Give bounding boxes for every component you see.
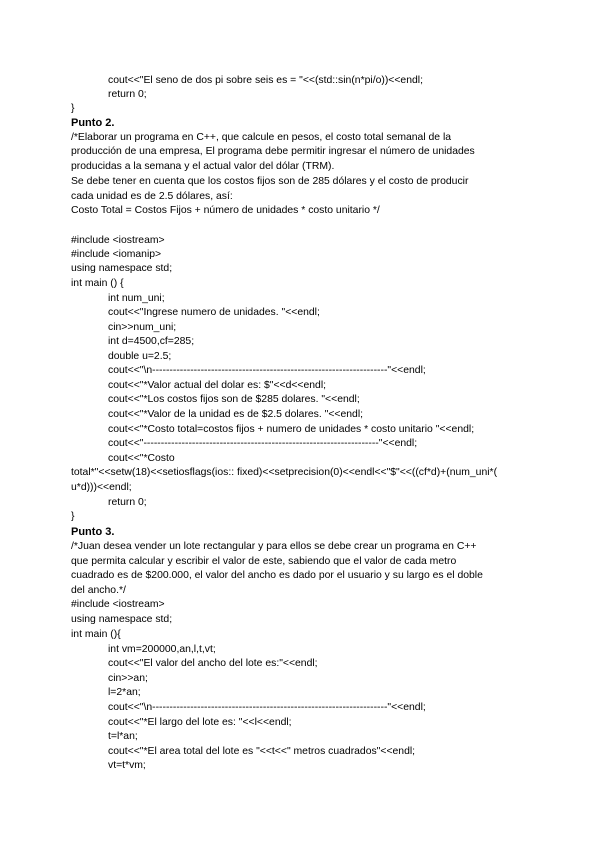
code-line: cout<<"*El largo del lote es: "<<l<<endl; [108,717,292,728]
code-line: using namespace std; [71,614,173,625]
code-line: u*d)))<<endl; [71,482,132,493]
code-line: cout<<"*Valor actual del dolar es: $"<<d<<endl; [108,380,327,391]
code-line: cout<<"El valor del ancho del lote es:"<<endl; [108,658,318,669]
code-line: t=l*an; [108,731,138,742]
code-line: cout<<"\n--------------------------------------------------------------------"<<endl; [108,702,426,713]
code-line: cout<<"*Costo total=costos fijos + numero de unidades * costo unitario "<<endl; [108,424,475,435]
code-line: } [71,511,75,522]
code-line: return 0; [108,89,147,100]
code-line: cout<<"\n--------------------------------------------------------------------"<<endl; [108,365,426,376]
code-line: cout<<"--------------------------------------------------------------------"<<endl; [108,438,418,449]
comment-line: Costo Total = Costos Fijos + número de unidades * costo unitario */ [71,205,380,216]
code-line: int num_uni; [108,293,165,304]
comment-line: cuadrado es de $200.000, el valor del ancho es dado por el usuario y su largo es el doble [71,570,483,581]
comment-line: producción de una empresa, El programa debe permitir ingresar el número de unidades [71,146,475,157]
code-line: cout<<"El seno de dos pi sobre seis es = "<<(std::sin(n*pi/o))<<endl; [108,75,423,86]
code-line: #include <iostream> [71,235,165,246]
section-heading: Punto 3. [71,526,115,538]
code-line: return 0; [108,497,147,508]
comment-line: cada unidad es de 2.5 dólares, así: [71,191,233,202]
code-line: #include <iomanip> [71,249,162,260]
code-line: int main (){ [71,629,121,640]
section-heading: Punto 2. [71,117,115,129]
comment-line: que permita calcular y escribir el valor de este, sabiendo que el valor de cada metro [71,556,457,567]
comment-line: producidas a la semana y el actual valor del dólar (TRM). [71,161,335,172]
code-line: int main () { [71,278,124,289]
code-line: cout<<"*El area total del lote es "<<t<<" metros cuadrados"<<endl; [108,746,416,757]
code-line: vt=t*vm; [108,760,146,771]
code-line: #include <iostream> [71,599,165,610]
code-line: int vm=200000,an,l,t,vt; [108,644,216,655]
comment-line: /*Elaborar un programa en C++, que calcule en pesos, el costo total semanal de la [71,132,452,143]
comment-line: del ancho.*/ [71,585,126,596]
code-line: double u=2.5; [108,351,172,362]
code-line: cin>>num_uni; [108,322,177,333]
code-line: int d=4500,cf=285; [108,336,195,347]
code-line: cout<<"*Valor de la unidad es de $2.5 dolares. "<<endl; [108,409,364,420]
code-line: cout<<"Ingrese numero de unidades. "<<endl; [108,307,320,318]
code-line: l=2*an; [108,687,141,698]
code-line: cout<<"*Los costos fijos son de $285 dolares. "<<endl; [108,394,360,405]
code-line: cin>>an; [108,673,148,684]
comment-line: /*Juan desea vender un lote rectangular y para ellos se debe crear un programa en C++ [71,541,477,552]
code-line: total*"<<setw(18)<<setiosflags(ios:: fixed)<<setprecision(0)<<endl<<"$"<<((cf*d)+(num_uni*( [71,467,498,478]
comment-line: Se debe tener en cuenta que los costos fijos son de 285 dólares y el costo de producir [71,176,469,187]
code-line: using namespace std; [71,263,173,274]
code-line: cout<<"*Costo [108,453,175,464]
code-line: } [71,103,75,114]
